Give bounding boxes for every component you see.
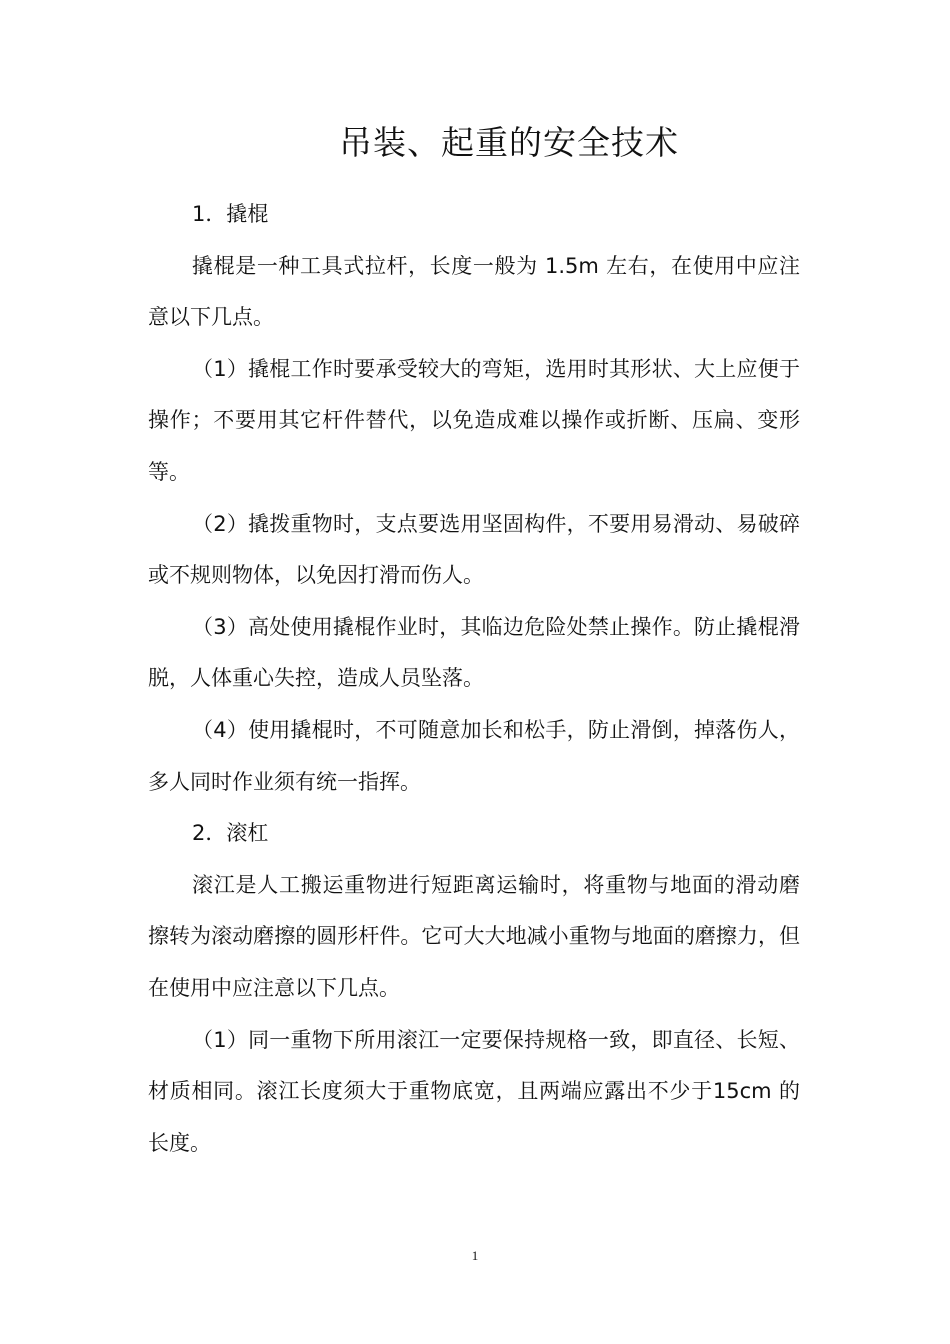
paragraph-1-5: （4）使用撬棍时，不可随意加长和松手，防止滑倒，掉落伤人，多人同时作业须有统一指挥。 <box>148 717 800 794</box>
paragraph-1-2: （1）撬棍工作时要承受较大的弯矩，选用时其形状、大上应便于操作；不要用其它杆件替代，以免造成难以操作或折断、压扁、变形等。 <box>148 356 800 484</box>
paragraph-1-4: （3）高处使用撬棍作业时，其临边危险处禁止操作。防止撬棍滑脱，人体重心失控，造成人员坠落。 <box>148 614 800 691</box>
document-title: 吊装、起重的安全技术 <box>339 123 679 162</box>
paragraph-1-3: （2）撬拨重物时，支点要选用坚固构件，不要用易滑动、易破碎或不规则物体，以免因打滑而伤人。 <box>148 511 800 588</box>
section-heading-2: 2．滚杠 <box>192 821 269 846</box>
section-heading-1: 1．撬棍 <box>192 202 269 226</box>
paragraph-2-1: 滚江是人工搬运重物进行短距离运输时，将重物与地面的滑动磨擦转为滚动磨擦的圆形杆件。它可大大地减小重物与地面的磨擦力，但在使用中应注意以下几点。 <box>148 872 800 1000</box>
document-body <box>148 189 800 1169</box>
paragraph-1-1: 撬棍是一种工具式拉杆，长度一般为 1.5m 左右，在使用中应注意以下几点。 <box>148 253 800 330</box>
paragraph-2-2: （1）同一重物下所用滚江一定要保持规格一致，即直径、长短、材质相同。滚江长度须大于重物底宽，且两端应露出不少于15cm 的长度。 <box>148 1027 800 1155</box>
page-number: 1 <box>471 1248 479 1263</box>
